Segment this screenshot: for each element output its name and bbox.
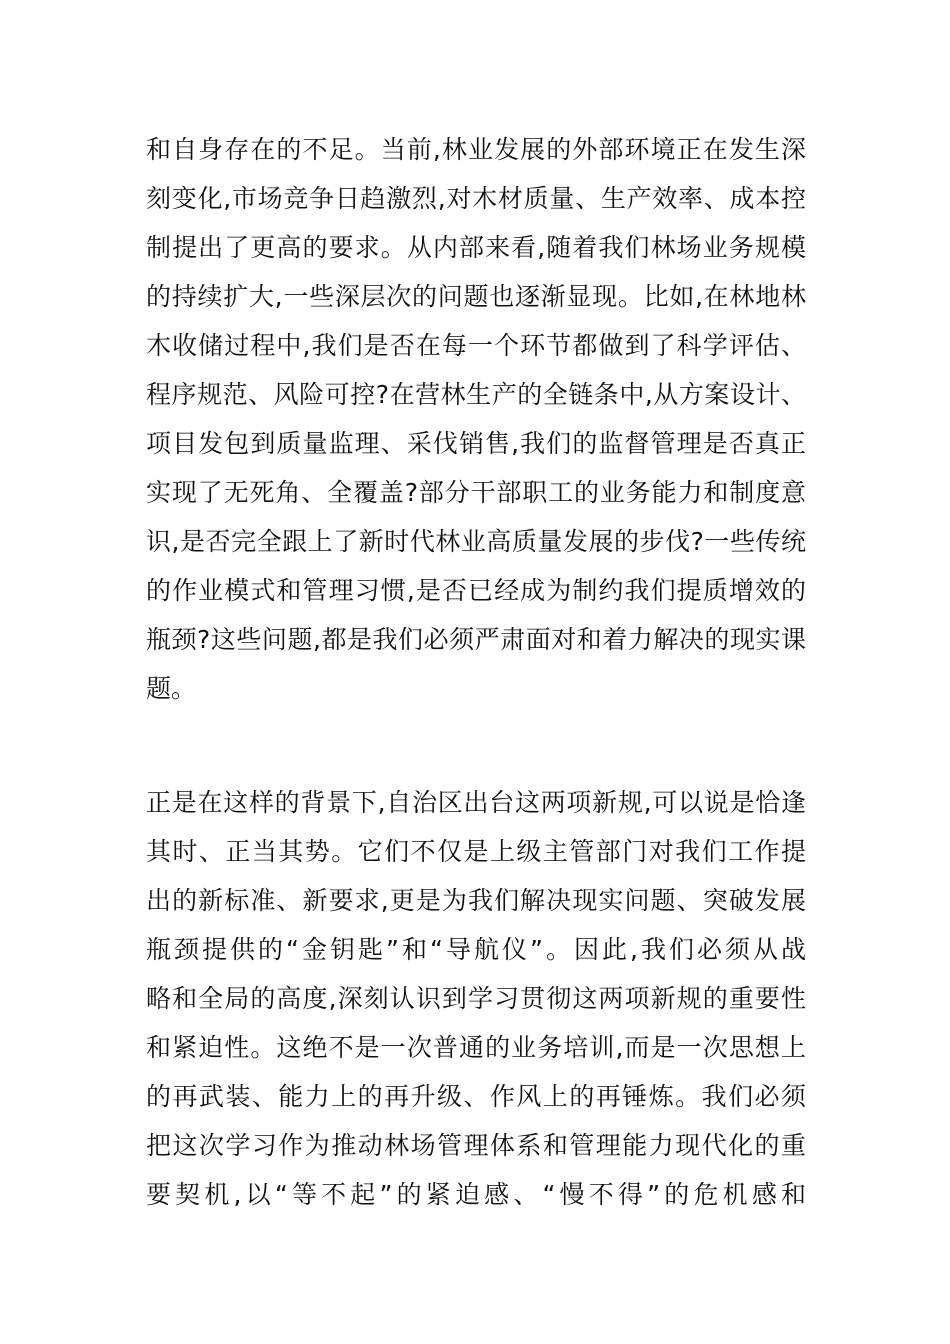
text-line: 正是在这样的背景下,自治区出台这两项新规,可以说是恰逢: [146, 788, 806, 817]
text-line: 的作业模式和管理习惯,是否已经成为制约我们提质增效的: [146, 576, 806, 605]
text-line: 木收储过程中,我们是否在每一个环节都做到了科学评估、: [146, 331, 806, 360]
text-line: 实现了无死角、全覆盖?部分干部职工的业务能力和制度意: [146, 478, 806, 507]
text-line: 要契机,以“等不起”的紧迫感、“慢不得”的危机感和: [146, 1180, 806, 1209]
text-line: 刻变化,市场竞争日趋激烈,对木材质量、生产效率、成本控: [146, 184, 806, 213]
text-line: 制提出了更高的要求。从内部来看,随着我们林场业务规模: [146, 233, 806, 262]
text-line: 的持续扩大,一些深层次的问题也逐渐显现。比如,在林地林: [146, 282, 806, 311]
text-line: 程序规范、风险可控?在营林生产的全链条中,从方案设计、: [146, 380, 806, 409]
text-line: 的再武装、能力上的再升级、作风上的再锤炼。我们必须: [146, 1082, 806, 1111]
text-line: 其时、正当其势。它们不仅是上级主管部门对我们工作提: [146, 837, 806, 866]
text-line: 项目发包到质量监理、采伐销售,我们的监督管理是否真正: [146, 429, 806, 458]
text-line: 识,是否完全跟上了新时代林业高质量发展的步伐?一些传统: [146, 527, 806, 556]
text-line: 出的新标准、新要求,更是为我们解决现实问题、突破发展: [146, 886, 806, 915]
text-line: 和紧迫性。这绝不是一次普通的业务培训,而是一次思想上: [146, 1033, 806, 1062]
text-line: 和自身存在的不足。当前,林业发展的外部环境正在发生深: [146, 135, 806, 164]
text-line: 题。: [146, 674, 197, 703]
text-line: 瓶颈提供的“金钥匙”和“导航仪”。因此,我们必须从战: [146, 935, 806, 964]
text-line: 瓶颈?这些问题,都是我们必须严肃面对和着力解决的现实课: [146, 625, 806, 654]
text-line: 把这次学习作为推动林场管理体系和管理能力现代化的重: [146, 1131, 806, 1160]
text-line: 略和全局的高度,深刻认识到学习贯彻这两项新规的重要性: [146, 984, 806, 1013]
